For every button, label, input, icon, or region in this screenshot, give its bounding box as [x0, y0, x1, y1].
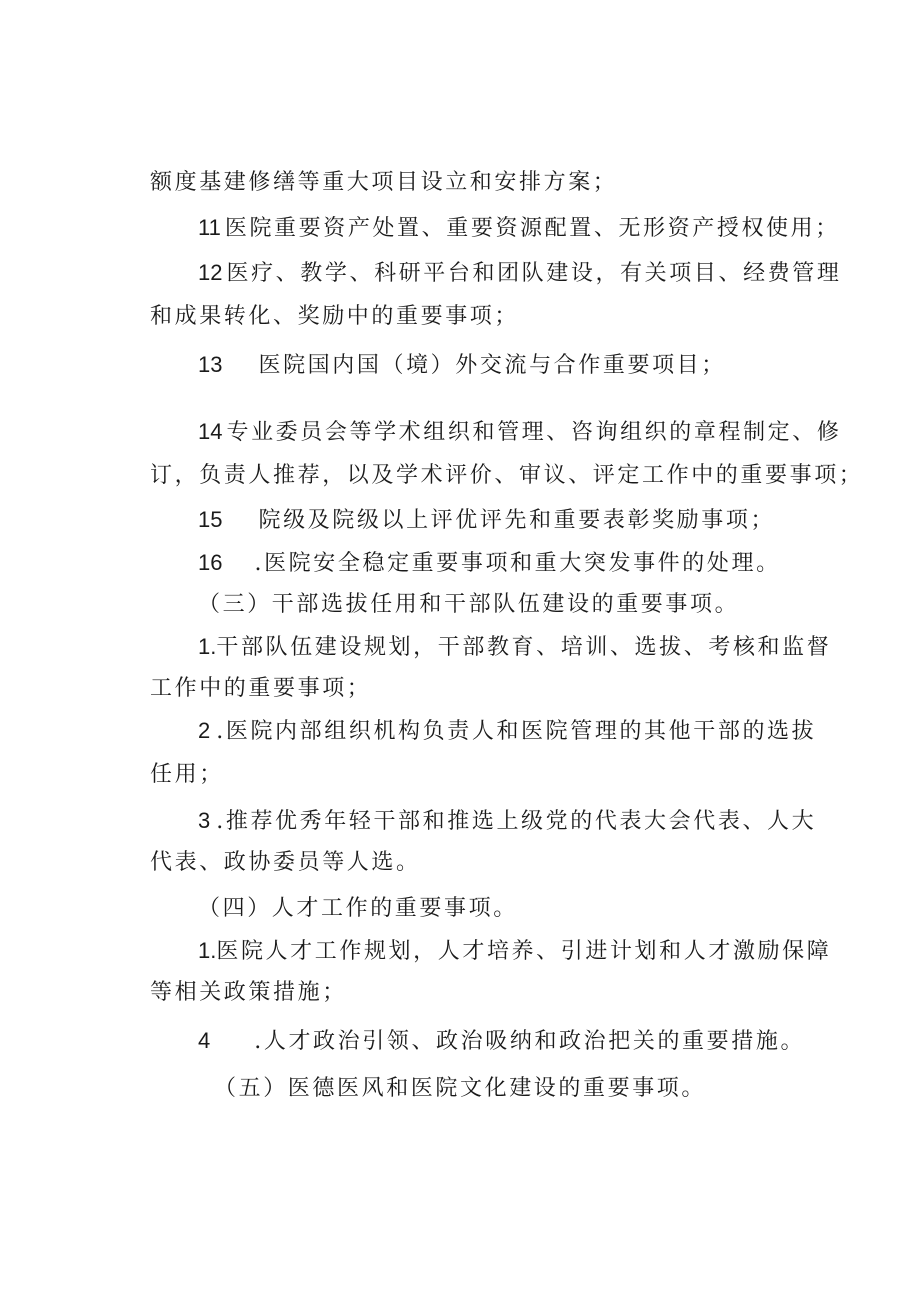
text-line [198, 350, 726, 381]
item-text-continuation: 代表、政协委员等人选。 [150, 850, 421, 875]
item-number: 14 [198, 419, 223, 444]
item-text: .人才政治引领、政治吸纳和政治把关的重要措施。 [254, 1029, 806, 1054]
text-line [198, 213, 840, 244]
item-number: 1. [198, 634, 217, 659]
item-text: 医院重要资产处置、重要资源配置、无形资产授权使用； [224, 216, 840, 241]
text-line [214, 1074, 706, 1104]
text-line [198, 590, 739, 620]
text-line [150, 302, 519, 332]
item-number: 2 [198, 718, 211, 743]
text-line [198, 632, 831, 663]
paragraph-continuation: 额度基建修缮等重大项目设立和安排方案； [150, 170, 618, 195]
item-number: 15 [198, 507, 223, 532]
item-number: 1. [198, 938, 217, 963]
text-line [198, 548, 781, 579]
text-line [198, 505, 775, 536]
item-number: 3 [198, 808, 211, 833]
item-text: .医院内部组织机构负责人和医院管理的其他干部的选拔 [216, 719, 817, 744]
text-line [150, 978, 347, 1008]
item-number: 13 [198, 352, 223, 377]
text-line [150, 461, 863, 491]
text-line [150, 760, 224, 790]
item-number: 12 [198, 260, 223, 285]
section-heading: （四）人才工作的重要事项。 [198, 896, 518, 921]
text-line [198, 716, 816, 747]
item-text: 干部队伍建设规划，干部教育、培训、选拔、考核和监督 [216, 635, 832, 660]
text-line [150, 168, 617, 198]
item-text: 医院国内国（境）外交流与合作重要项目； [258, 353, 726, 378]
item-text-continuation: 工作中的重要事项； [150, 676, 372, 701]
text-line [198, 1026, 805, 1057]
text-line [198, 806, 816, 837]
text-line [198, 417, 842, 448]
text-line [198, 258, 842, 289]
item-text-continuation: 和成果转化、奖励中的重要事项； [150, 304, 520, 329]
item-text-continuation: 订，负责人推荐，以及学术评价、审议、评定工作中的重要事项； [150, 463, 864, 488]
item-text: .医院安全稳定重要事项和重大突发事件的处理。 [254, 551, 781, 576]
item-text: 专业委员会等学术组织和管理、咨询组织的章程制定、修 [226, 420, 842, 445]
item-text-continuation: 任用； [150, 762, 224, 787]
item-number: 11 [198, 215, 221, 240]
text-line [150, 848, 421, 878]
item-text: 医院人才工作规划，人才培养、引进计划和人才激励保障 [216, 939, 832, 964]
item-number: 16 [198, 550, 223, 575]
item-text-continuation: 等相关政策措施； [150, 980, 347, 1005]
section-heading: （三）干部选拔任用和干部队伍建设的重要事项。 [198, 592, 740, 617]
text-line [198, 936, 831, 967]
text-line [198, 894, 518, 924]
item-text: 医疗、教学、科研平台和团队建设，有关项目、经费管理 [226, 261, 842, 286]
text-line [150, 674, 371, 704]
section-heading: （五）医德医风和医院文化建设的重要事项。 [214, 1076, 707, 1101]
item-text: .推荐优秀年轻干部和推选上级党的代表大会代表、人大 [216, 809, 817, 834]
item-text: 院级及院级以上评优评先和重要表彰奖励事项； [258, 508, 776, 533]
item-number: 4 [198, 1028, 211, 1053]
